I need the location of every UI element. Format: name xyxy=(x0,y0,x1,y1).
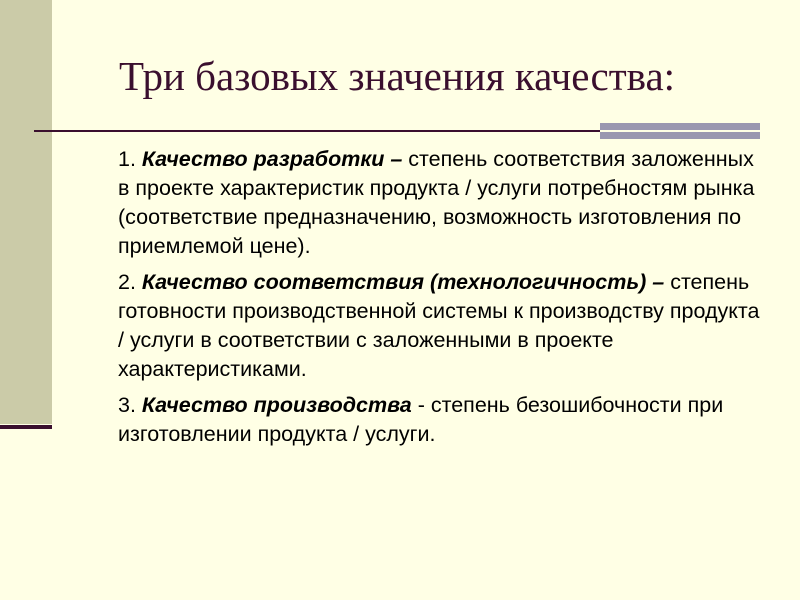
slide-body xyxy=(118,145,768,456)
side-decor-accent xyxy=(0,425,52,429)
point-1-text: степень соответствия заложенных в проекте характеристик продукта / услуги потребностям рынка (соответствие предназначению, возможность изготовления по приемлемой цене). xyxy=(118,147,755,258)
point-3 xyxy=(118,391,768,449)
point-2-term: Качество соответствия (технологичность) – xyxy=(141,270,665,294)
point-1-term: Качество разработки – xyxy=(141,147,403,171)
point-3-text: - степень безошибочности при изготовлении продукта / услуги. xyxy=(118,393,724,446)
point-1-number: 1. xyxy=(118,147,142,171)
point-2 xyxy=(118,268,768,384)
point-3-number: 3. xyxy=(118,393,142,417)
title-accent-bar-upper xyxy=(600,123,760,130)
slide-title: Три базовых значения качества: xyxy=(118,53,676,99)
title-accent-bar-lower xyxy=(600,132,760,139)
title-underline xyxy=(34,130,600,132)
point-2-text: степень готовности производственной системы к производству продукта / услуги в соответствии с заложенными в проекте характеристиками. xyxy=(118,270,760,381)
point-2-number: 2. xyxy=(118,270,142,294)
point-3-term: Качество производства xyxy=(141,393,412,417)
point-1 xyxy=(118,145,768,261)
